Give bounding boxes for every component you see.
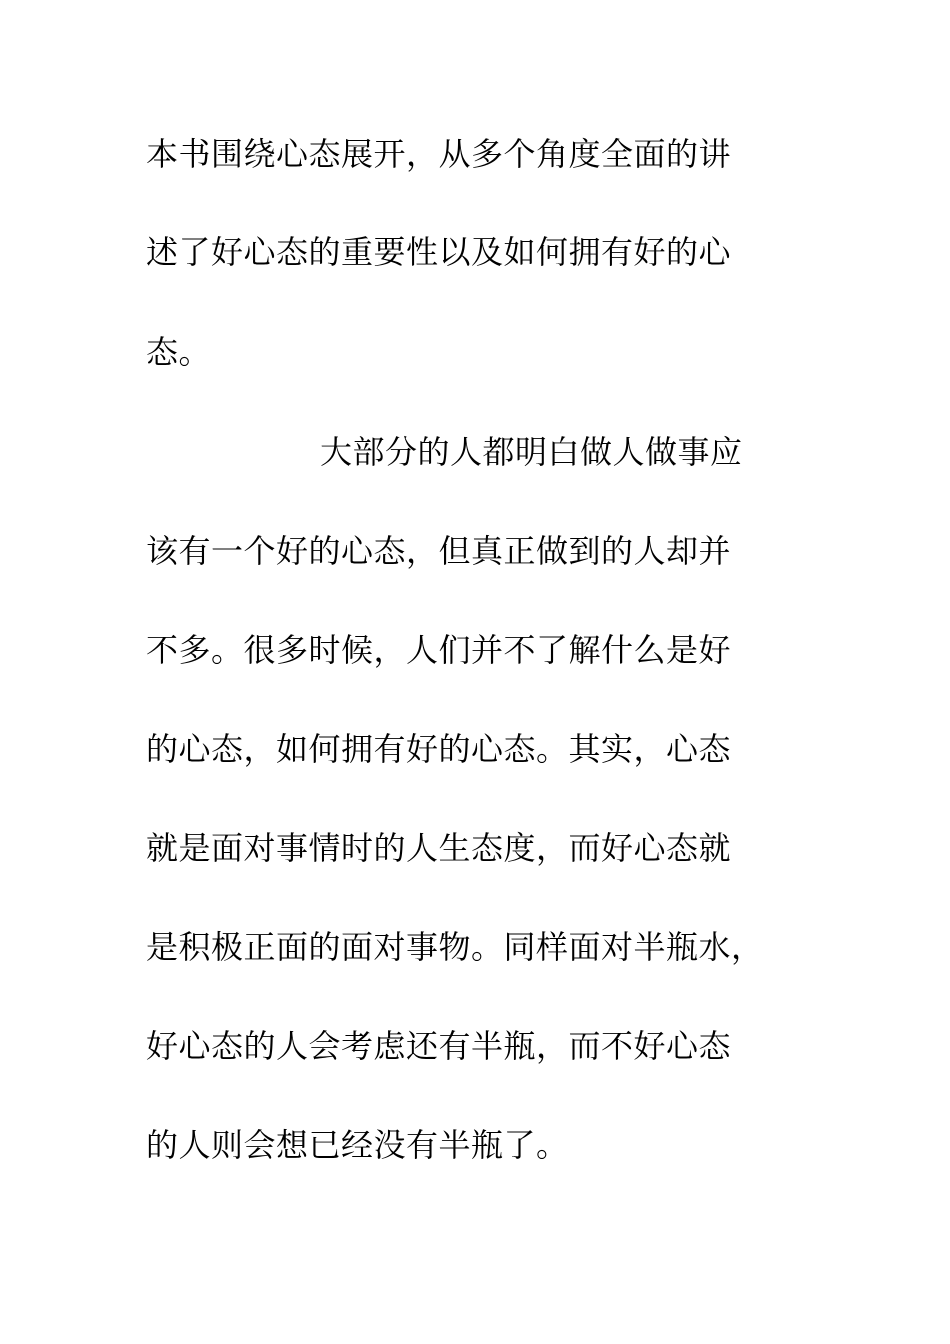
text-line: 不多。很多时候，人们并不了解什么是好 xyxy=(146,631,732,669)
text-line: 的心态，如何拥有好的心态。其实，心态 xyxy=(146,730,732,768)
text-line: 的人则会想已经没有半瓶了。 xyxy=(146,1126,569,1164)
text-line: 是积极正面的面对事物。同样面对半瓶水， xyxy=(146,928,764,966)
text-line: 该有一个好的心态，但真正做到的人却并 xyxy=(146,532,732,570)
text-line: 好心态的人会考虑还有半瓶，而不好心态 xyxy=(146,1027,732,1065)
text-line: 就是面对事情时的人生态度，而好心态就 xyxy=(146,829,732,867)
text-line: 述了好心态的重要性以及如何拥有好的心 xyxy=(146,233,732,271)
text-line: 本书围绕心态展开，从多个角度全面的讲 xyxy=(146,135,732,173)
text-line: 态。 xyxy=(146,333,212,371)
text-line: 大部分的人都明白做人做事应 xyxy=(320,433,743,471)
